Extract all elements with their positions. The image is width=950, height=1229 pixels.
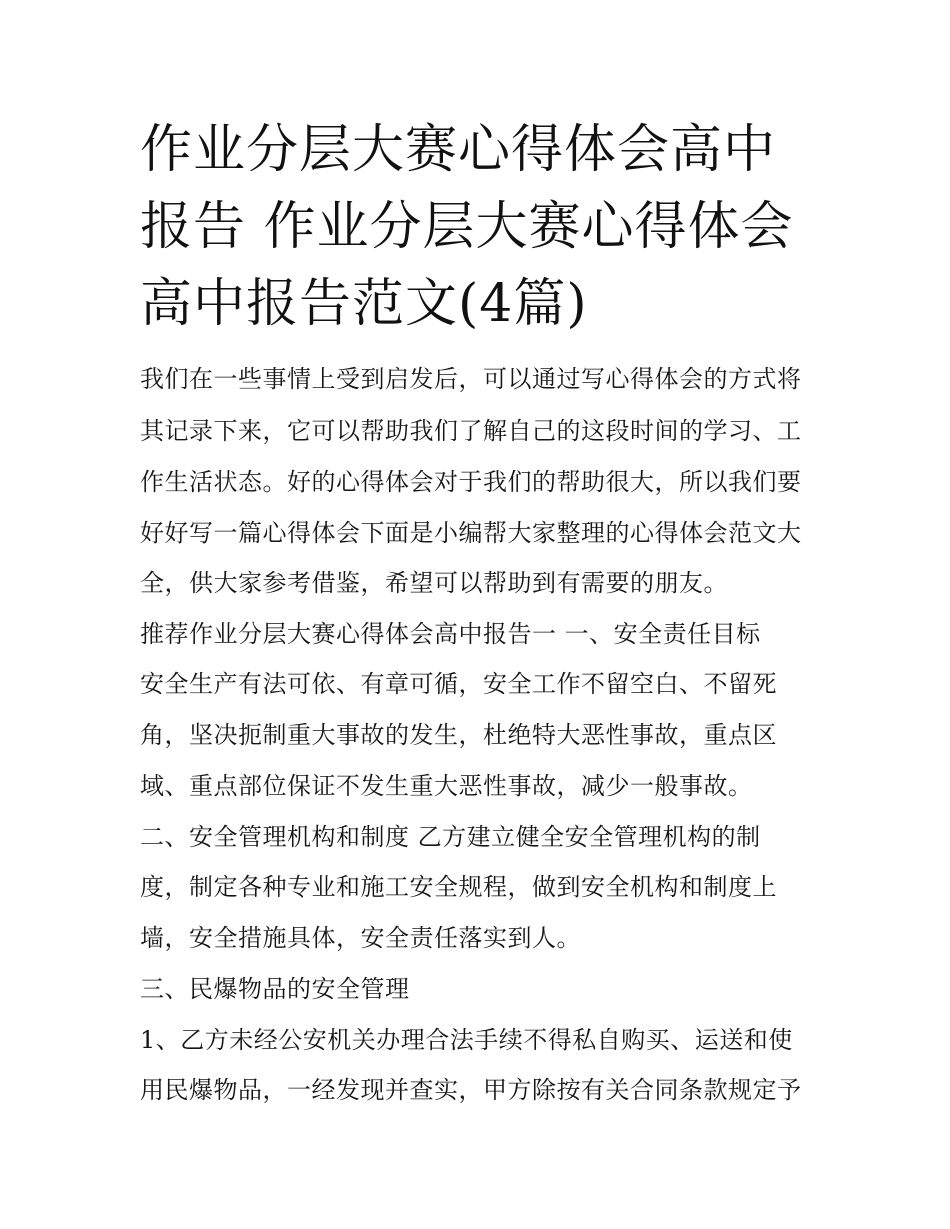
body-line-5: 全，供大家参考借鉴，希望可以帮助到有需要的朋友。 bbox=[140, 569, 728, 597]
body-line-9: 度，制定各种专业和施工安全规程，做到安全机构和制度上 bbox=[140, 873, 777, 901]
body-line-3: 作生活状态。好的心得体会对于我们的帮助很大，所以我们要 bbox=[140, 468, 802, 496]
document-title: 作业分层大赛心得体会高中报告 作业分层大赛心得体会高中报告范文(4篇) bbox=[140, 120, 794, 334]
body-line-2: 其记录下来，它可以帮助我们了解自己的这段时间的学习、工 bbox=[140, 417, 802, 445]
section-heading-2: 二、安全管理机构和制度 乙方建立健全安全管理机构的制 bbox=[140, 823, 761, 851]
body-line-8: 域、重点部位保证不发生重大恶性事故，减少一般事故。 bbox=[140, 772, 753, 800]
body-line-11: 1、乙方未经公安机关办理合法手续不得私自购买、运送和使 bbox=[140, 1026, 793, 1054]
body-line-4: 好好写一篇心得体会下面是小编帮大家整理的心得体会范文大 bbox=[140, 519, 802, 547]
body-line-7: 角，坚决扼制重大事故的发生，杜绝特大恶性事故，重点区 bbox=[140, 721, 777, 749]
section-heading-3: 三、民爆物品的安全管理 bbox=[140, 975, 410, 1003]
body-line-6: 安全生产有法可依、有章可循，安全工作不留空白、不留死 bbox=[140, 670, 777, 698]
section-heading-1: 推荐作业分层大赛心得体会高中报告一 一、安全责任目标 bbox=[140, 620, 761, 648]
body-line-10: 墙，安全措施具体，安全责任落实到人。 bbox=[140, 924, 581, 952]
body-line-12: 用民爆物品，一经发现并查实，甲方除按有关合同条款规定予 bbox=[140, 1076, 802, 1104]
body-line-1: 我们在一些事情上受到启发后，可以通过写心得体会的方式将 bbox=[140, 365, 802, 393]
